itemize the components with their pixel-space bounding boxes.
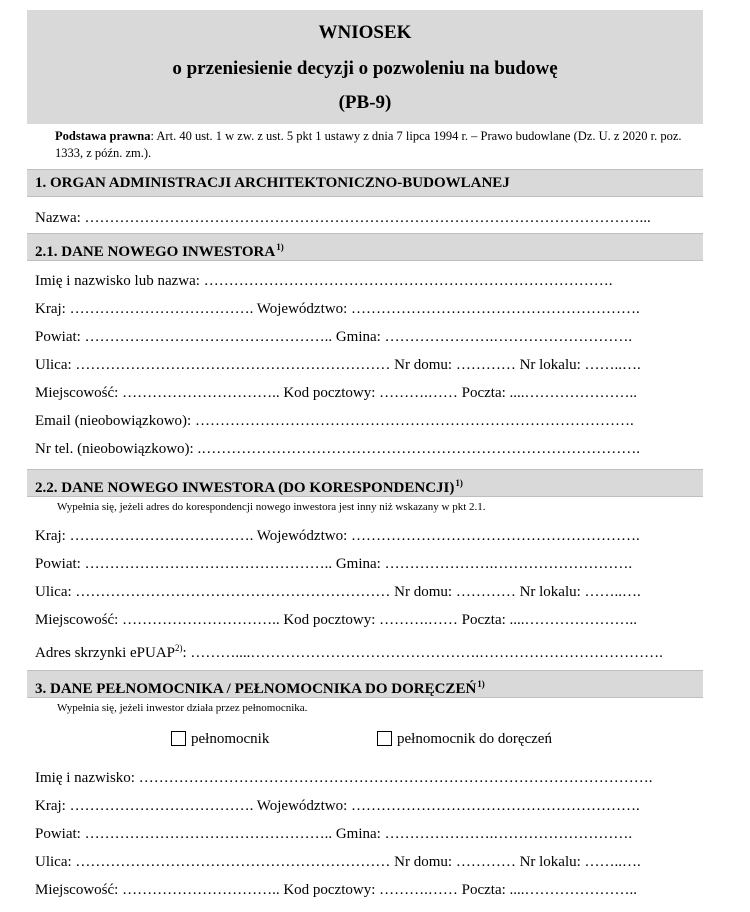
legal-basis-text: : Art. 40 ust. 1 w zw. z ust. 5 pkt 1 ustawy z dnia 7 lipca 1994 r. – Prawo budowlane (Dz. U. z 2020 r. poz. 1333, z późn. zm.).: [55, 129, 682, 160]
investor-street-field[interactable]: Ulica: ……………………………………………………… Nr domu: ………… Nr lokalu: ……..….: [35, 357, 641, 373]
attorney-for-delivery-checkbox[interactable]: [377, 731, 392, 746]
section-2-1-title: 2.1. DANE NOWEGO INWESTORA: [35, 244, 276, 260]
legal-basis-label: Podstawa prawna: [55, 129, 151, 143]
correspondence-country-voivodeship-field[interactable]: Kraj: ………………………………. Województwo: ………………………………………………….: [35, 528, 640, 544]
form-code: (PB-9): [338, 92, 392, 113]
legal-basis: [55, 128, 695, 162]
attorney-for-delivery-checkbox-label: pełnomocnik do doręczeń: [397, 731, 552, 747]
epuap-address-field[interactable]: [27, 634, 703, 662]
investor-name-field[interactable]: Imię i nazwisko lub nazwa: ……………………………………………………………………….: [35, 273, 613, 289]
footnote-marker: 1): [276, 242, 284, 252]
section-2-2-header: [27, 469, 703, 497]
correspondence-county-commune-field[interactable]: Powiat: ………………………………………….. Gmina: ………………….……………………….: [35, 556, 633, 572]
section-1-header: [27, 169, 703, 197]
section-3-header: [27, 670, 703, 698]
investor-county-commune-field[interactable]: Powiat: ………………………………………….. Gmina: ………………….……………………….: [35, 329, 633, 345]
section-2-1-header: [27, 233, 703, 261]
attorney-name-field[interactable]: Imię i nazwisko: ………………………………………………………………………………………….: [35, 770, 653, 786]
organ-name-field[interactable]: Nazwa: …………………………………………………………………………………………………...: [35, 210, 651, 226]
epuap-dots: : ………....……………………………………….……………………………….: [182, 645, 663, 661]
footnote-marker: 2): [175, 643, 183, 653]
attorney-type-options: [27, 719, 703, 763]
attorney-county-commune-field[interactable]: Powiat: ………………………………………….. Gmina: ………………….……………………….: [35, 826, 633, 842]
investor-country-voivodeship-field[interactable]: Kraj: ………………………………. Województwo: ………………………………………………….: [35, 301, 640, 317]
section-2-2-note: Wypełnia się, jeżeli adres do korespondencji nowego inwestora jest inny niż wskazany w pkt 2.1.: [57, 501, 486, 513]
section-3-title: 3. DANE PEŁNOMOCNIKA / PEŁNOMOCNIKA DO DORĘCZEŃ: [35, 681, 477, 697]
investor-phone-field[interactable]: Nr tel. (nieobowiązkowo): .…………………………………………………………………………….: [35, 441, 640, 457]
form-page: [27, 10, 703, 904]
attorney-checkbox[interactable]: [171, 731, 186, 746]
epuap-label: Adres skrzynki ePUAP: [35, 645, 175, 661]
correspondence-street-field[interactable]: Ulica: ……………………………………………………… Nr domu: ………… Nr lokalu: ……..….: [35, 584, 641, 600]
attorney-city-postcode-field[interactable]: Miejscowość: ………………………….. Kod pocztowy: ……….…… Poczta: ....…………………..: [35, 882, 638, 898]
footnote-marker: 1): [455, 478, 463, 488]
form-header: [27, 10, 703, 124]
attorney-checkbox-label: pełnomocnik: [191, 731, 270, 747]
form-title: WNIOSEK: [318, 22, 412, 43]
correspondence-city-postcode-field[interactable]: Miejscowość: ………………………….. Kod pocztowy: ……….…… Poczta: ....…………………..: [35, 612, 638, 628]
section-3-note: Wypełnia się, jeżeli inwestor działa przez pełnomocnika.: [57, 702, 308, 714]
investor-email-field[interactable]: Email (nieobowiązkowo): …………………………………………………………………………….: [35, 413, 634, 429]
section-2-2-title: 2.2. DANE NOWEGO INWESTORA (DO KORESPONDENCJI): [35, 480, 455, 496]
attorney-country-voivodeship-field[interactable]: Kraj: ………………………………. Województwo: ………………………………………………….: [35, 798, 640, 814]
footnote-marker: 1): [477, 679, 485, 689]
investor-city-postcode-field[interactable]: Miejscowość: ………………………….. Kod pocztowy: ……….…… Poczta: ....…………………..: [35, 385, 638, 401]
section-1-title: 1. ORGAN ADMINISTRACJI ARCHITEKTONICZNO-BUDOWLANEJ: [35, 175, 510, 191]
form-subtitle: o przeniesienie decyzji o pozwoleniu na budowę: [172, 58, 558, 79]
attorney-street-field[interactable]: Ulica: ……………………………………………………… Nr domu: ………… Nr lokalu: ……..….: [35, 854, 641, 870]
